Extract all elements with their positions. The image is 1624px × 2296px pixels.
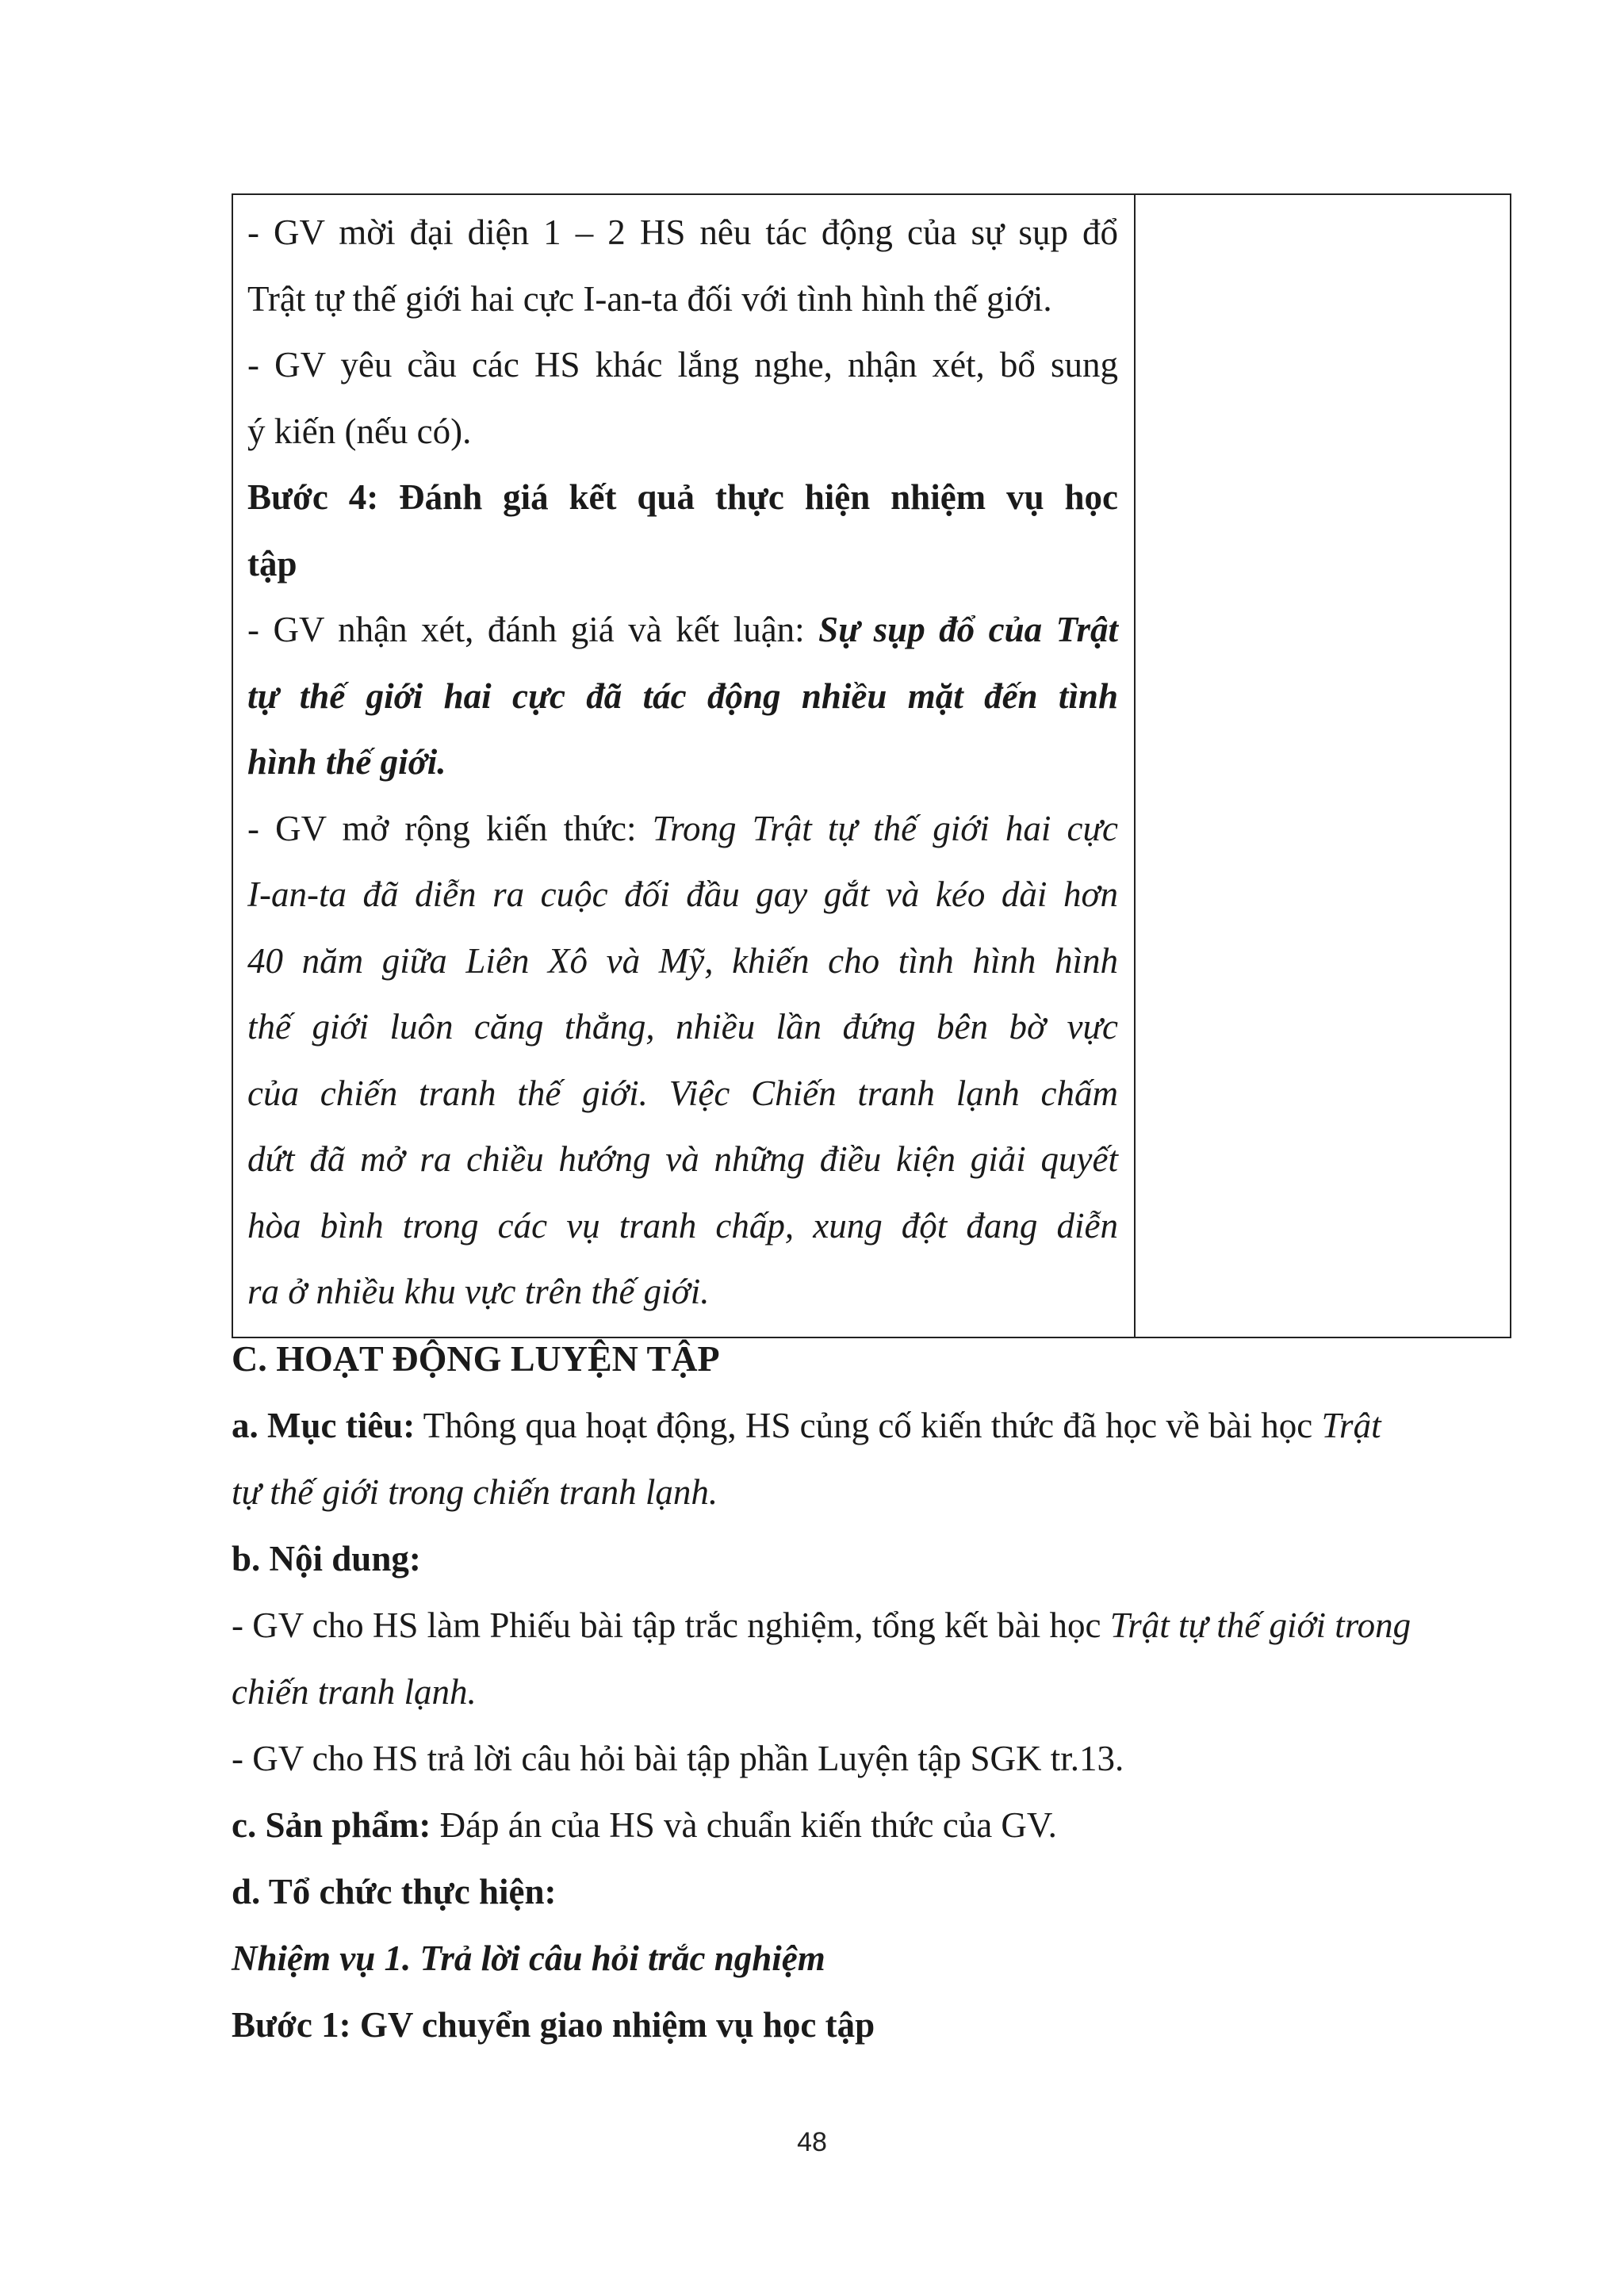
extension-text: 40 năm giữa Liên Xô và Mỹ, khiến cho tình hình hình [247,940,1118,981]
conclusion-text: hình thế giới. [247,742,446,782]
section-body [232,1326,1516,2058]
lesson-title: Trật tự thế giới trong [1109,1605,1411,1645]
activity-cell [232,194,1135,1337]
text-line [247,597,1118,664]
extension-text: thế giới luôn căng thẳng, nhiều lần đứng bên bờ vực [247,1007,1118,1047]
extension-text: hòa bình trong các vụ tranh chấp, xung đột đang diễn [247,1205,1118,1246]
lesson-title: Trật [1321,1406,1381,1445]
text-line: - GV mời đại diện 1 – 2 HS nêu tác động của sự sụp đổ [247,212,1118,252]
content-line: - GV cho HS trả lời câu hỏi bài tập phần Luyện tập SGK tr.13. [232,1739,1124,1778]
product-label: c. Sản phẩm: [232,1805,431,1845]
lesson-table [232,193,1511,1338]
objective-label: a. Mục tiêu: [232,1406,416,1445]
content-label: b. Nội dung: [232,1539,421,1578]
product-text: Đáp án của HS và chuẩn kiến thức của GV. [431,1805,1057,1845]
lesson-title: chiến tranh lạnh. [232,1672,477,1712]
objective-text: Thông qua hoạt động, HS củng cố kiến thức đã học về bài học [415,1406,1322,1445]
text-prefix: - GV nhận xét, đánh giá và kết luận: [247,610,819,649]
text-line: ý kiến (nếu có). [247,411,472,451]
page-number: 48 [797,2127,827,2157]
step-heading: Bước 4: Đánh giá kết quả thực hiện nhiệm vụ học [247,477,1118,517]
text-line: - GV yêu cầu các HS khác lắng nghe, nhận xét, bổ sung [247,345,1118,385]
empty-cell [1135,194,1511,1337]
text-prefix: - GV mở rộng kiến thức: [247,808,653,848]
task-heading: Nhiệm vụ 1. Trả lời câu hỏi trắc nghiệm [232,1938,825,1978]
content-text: - GV cho HS làm Phiếu bài tập trắc nghiệm, tổng kết bài học [232,1605,1110,1645]
conclusion-text: Sự sụp đổ của Trật [818,610,1118,649]
conclusion-text: tự thế giới hai cực đã tác động nhiều mặt đến tình [247,675,1118,716]
table-row [232,194,1511,1337]
content-line [232,1592,1516,1659]
organization-label: d. Tổ chức thực hiện: [232,1872,557,1911]
extension-text: Trong Trật tự thế giới hai cực [652,808,1118,848]
objective-line [232,1392,1516,1459]
step-heading-cont: tập [247,543,297,584]
extension-text: của chiến tranh thế giới. Việc Chiến tranh lạnh chấm [247,1073,1118,1113]
text-line: Trật tự thế giới hai cực I-an-ta đối với tình hình thế giới. [247,278,1052,319]
extension-text: ra ở nhiều khu vực trên thế giới. [247,1272,710,1311]
section-heading: C. HOẠT ĐỘNG LUYỆN TẬP [232,1338,720,1379]
lesson-title: tự thế giới trong chiến tranh lạnh. [232,1472,718,1512]
step-heading: Bước 1: GV chuyển giao nhiệm vụ học tập [232,2005,875,2045]
product-line [232,1792,1516,1858]
extension-text: I-an-ta đã diễn ra cuộc đối đầu gay gắt và kéo dài hơn [247,874,1118,914]
text-line [247,796,1118,863]
extension-text: dứt đã mở ra chiều hướng và những điều kiện giải quyết [247,1139,1118,1179]
